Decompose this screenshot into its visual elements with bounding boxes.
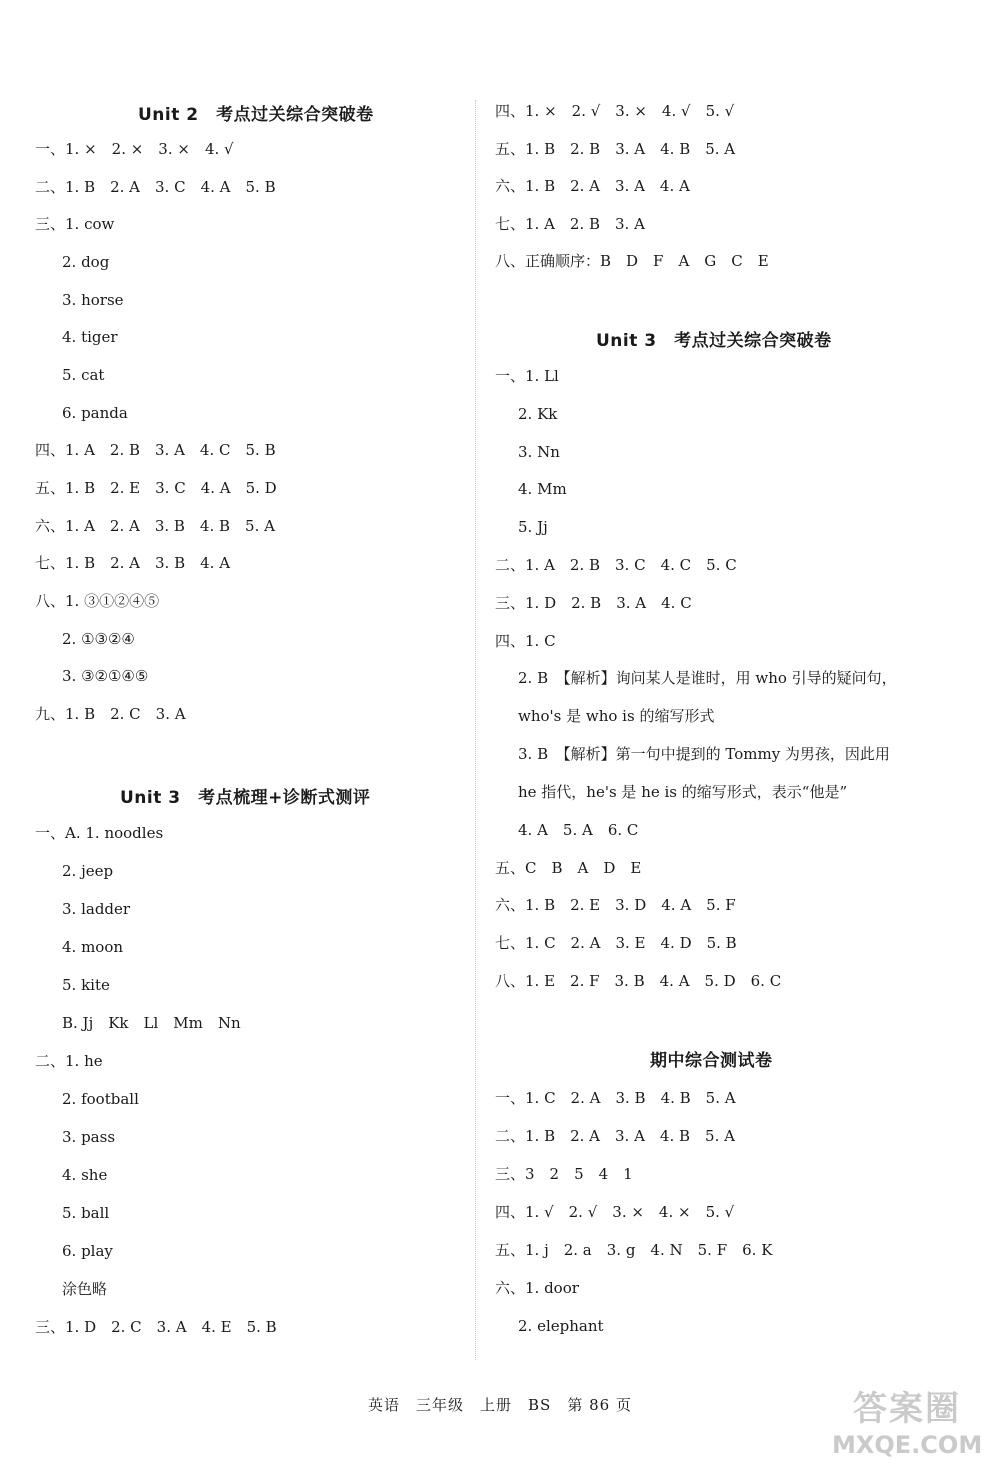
watermark-text: 答案圈: [853, 1389, 961, 1429]
answer-line: 3. ③②①④⑤: [62, 667, 149, 685]
answer-line: 5. ball: [62, 1204, 110, 1222]
answer-line: 三、3 2 5 4 1: [495, 1165, 633, 1183]
answer-line: 五、1. j 2. a 3. g 4. N 5. F 6. K: [495, 1241, 773, 1259]
answer-line: 一、1. Ll: [495, 367, 559, 385]
answer-line: 3. horse: [62, 291, 124, 309]
section-title-midterm: 期中综合测试卷: [650, 1051, 773, 1071]
answer-line: 3. ladder: [62, 900, 131, 918]
column-divider: [475, 100, 476, 1360]
answer-line: 3. Nn: [518, 443, 560, 461]
answer-line: 一、1. × 2. × 3. × 4. √: [35, 140, 234, 158]
answer-line: 八、1. ③①②④⑤: [35, 592, 160, 610]
answer-line: 5. cat: [62, 366, 105, 384]
answer-line: 三、1. D 2. B 3. A 4. C: [495, 594, 692, 612]
answer-line: 八、正确顺序：B D F A G C E: [495, 252, 769, 270]
answer-line: 4. tiger: [62, 328, 118, 346]
answer-line: 2. dog: [62, 253, 110, 271]
answer-line: 四、1. × 2. √ 3. × 4. √ 5. √: [495, 102, 735, 120]
answer-line: 2. B 【解析】询问某人是谁时，用 who 引导的疑问句，: [518, 669, 897, 687]
answer-line: 七、1. B 2. A 3. B 4. A: [35, 554, 231, 572]
answer-line: 六、1. B 2. E 3. D 4. A 5. F: [495, 896, 736, 914]
answer-line: 五、C B A D E: [495, 859, 642, 877]
answer-line: 三、1. D 2. C 3. A 4. E 5. B: [35, 1318, 277, 1336]
answer-line: 四、1. C: [495, 632, 556, 650]
watermark-logo: [832, 1387, 982, 1467]
answer-line: 七、1. C 2. A 3. E 4. D 5. B: [495, 934, 737, 952]
answer-line: 七、1. A 2. B 3. A: [495, 215, 645, 233]
answer-line: he 指代，he's 是 he is 的缩写形式，表示“他是”: [518, 783, 848, 801]
answer-line: 2. jeep: [62, 862, 114, 880]
answer-line: 二、1. B 2. A 3. C 4. A 5. B: [35, 178, 276, 196]
answer-line: 二、1. he: [35, 1052, 103, 1070]
answer-line: who's 是 who is 的缩写形式: [518, 707, 715, 725]
section-title-unit2-breakthrough: Unit 2 考点过关综合突破卷: [138, 105, 374, 125]
answer-line: 二、1. B 2. A 3. A 4. B 5. A: [495, 1127, 735, 1145]
answer-line: 4. moon: [62, 938, 124, 956]
answer-line: 2. Kk: [518, 405, 558, 423]
answer-line: 四、1. √ 2. √ 3. × 4. × 5. √: [495, 1203, 735, 1221]
answer-line: 五、1. B 2. B 3. A 4. B 5. A: [495, 140, 736, 158]
answer-line: 5. Jj: [518, 518, 548, 536]
answer-line: 2. ①③②④: [62, 630, 135, 648]
answer-line: 一、A. 1. noodles: [35, 824, 164, 842]
answer-line: 二、1. A 2. B 3. C 4. C 5. C: [495, 556, 737, 574]
answer-line: 一、1. C 2. A 3. B 4. B 5. A: [495, 1089, 736, 1107]
answer-line: 5. kite: [62, 976, 110, 994]
answer-line: 4. she: [62, 1166, 108, 1184]
answer-line: 3. B 【解析】第一句中提到的 Tommy 为男孩，因此用: [518, 745, 890, 763]
answer-line: 3. pass: [62, 1128, 116, 1146]
answer-line: 六、1. A 2. A 3. B 4. B 5. A: [35, 517, 275, 535]
answer-line: 4. Mm: [518, 480, 567, 498]
answer-line: 五、1. B 2. E 3. C 4. A 5. D: [35, 479, 277, 497]
answer-line: 2. football: [62, 1090, 139, 1108]
page-footer: 英语 三年级 上册 BS 第 86 页: [368, 1396, 632, 1414]
section-title-unit3-review: Unit 3 考点梳理+诊断式测评: [120, 788, 371, 808]
answer-line: 六、1. B 2. A 3. A 4. A: [495, 177, 690, 195]
answer-line: 三、1. cow: [35, 215, 115, 233]
answer-line: 6. panda: [62, 404, 128, 422]
section-title-unit3-breakthrough: Unit 3 考点过关综合突破卷: [596, 331, 832, 351]
answer-line: 四、1. A 2. B 3. A 4. C 5. B: [35, 441, 276, 459]
answer-line: B. Jj Kk Ll Mm Nn: [62, 1014, 241, 1032]
answer-line: 八、1. E 2. F 3. B 4. A 5. D 6. C: [495, 972, 782, 990]
answer-line: 4. A 5. A 6. C: [518, 821, 639, 839]
answer-line: 六、1. door: [495, 1279, 579, 1297]
watermark-url: MXQE.COM: [832, 1431, 983, 1459]
answer-line: 6. play: [62, 1242, 113, 1260]
answer-line: 涂色略: [62, 1280, 108, 1298]
answer-line: 九、1. B 2. C 3. A: [35, 705, 186, 723]
answer-line: 2. elephant: [518, 1317, 604, 1335]
